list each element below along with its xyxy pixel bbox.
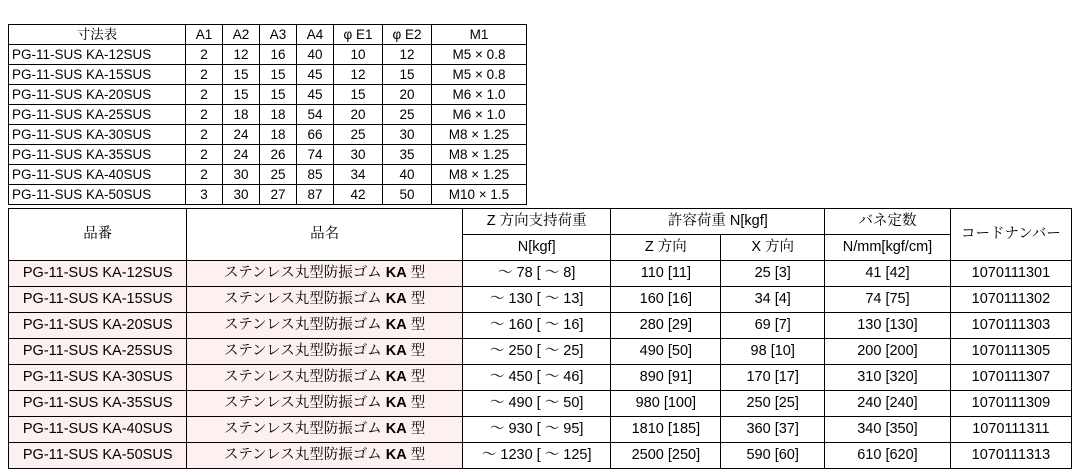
spec-table-body [9,261,1072,469]
table-row [9,85,527,105]
spec-cell-allowable-z: 980 [100] [611,391,721,417]
dim-cell-m1: M8 × 1.25 [432,145,527,165]
dim-cell-m1: M8 × 1.25 [432,165,527,185]
spec-cell-code: 1070111305 [950,339,1071,365]
table-row [9,185,527,205]
spec-cell-part-number: PG-11-SUS KA-30SUS [9,365,187,391]
spec-cell-part-name [187,313,462,339]
dim-cell-a3: 18 [260,125,297,145]
dim-cell-e1: 34 [334,165,383,185]
spec-cell-allowable-z: 280 [29] [611,313,721,339]
part-name-suffix: 型 [406,369,426,385]
dim-cell-name: PG-11-SUS KA-30SUS [9,125,186,145]
table-row [9,65,527,85]
dim-cell-a4: 45 [297,85,334,105]
spec-cell-z-support: 〜 490 [ 〜 50] [462,391,611,417]
spec-cell-part-name [187,339,462,365]
dim-cell-name: PG-11-SUS KA-12SUS [9,45,186,65]
dim-cell-name: PG-11-SUS KA-15SUS [9,65,186,85]
dim-cell-a2: 30 [223,185,260,205]
spec-header-code-number: コードナンバー [950,209,1071,261]
part-name-prefix: ステンレス丸型防振ゴム [224,343,386,359]
spec-cell-allowable-z: 160 [16] [611,287,721,313]
spec-header-spring-constant: バネ定数 [825,209,951,235]
part-name-suffix: 型 [406,265,426,281]
table-row [9,339,1072,365]
dim-cell-m1: M6 × 1.0 [432,105,527,125]
dim-cell-a1: 2 [186,165,223,185]
table-row [9,165,527,185]
dim-cell-a4: 45 [297,65,334,85]
spec-cell-part-name [187,391,462,417]
part-name-suffix: 型 [406,395,426,411]
dim-cell-name: PG-11-SUS KA-20SUS [9,85,186,105]
spec-cell-allowable-z: 890 [91] [611,365,721,391]
dim-cell-a2: 15 [223,65,260,85]
part-name-bold: KA [385,317,407,333]
dimension-table [8,24,527,205]
table-row [9,365,1072,391]
table-row [9,287,1072,313]
spec-cell-z-support: 〜 78 [ 〜 8] [462,261,611,287]
dim-cell-a4: 66 [297,125,334,145]
spec-cell-spring: 610 [620] [825,443,951,469]
spec-cell-spring: 74 [75] [825,287,951,313]
part-name-bold: KA [385,421,407,437]
spec-cell-code: 1070111307 [950,365,1071,391]
spec-header-allowable-z: Z 方向 [611,235,721,261]
spec-cell-spring: 310 [320] [825,365,951,391]
spec-cell-part-name [187,365,462,391]
spec-cell-code: 1070111313 [950,443,1071,469]
dim-cell-e2: 35 [383,145,432,165]
spec-table [8,208,1072,469]
dim-header-m1: M1 [432,25,527,45]
dim-cell-a3: 15 [260,85,297,105]
part-name-bold: KA [385,265,407,281]
part-name-prefix: ステンレス丸型防振ゴム [224,291,386,307]
dim-cell-e1: 15 [334,85,383,105]
part-name-bold: KA [385,291,407,307]
dim-cell-a4: 54 [297,105,334,125]
spec-cell-allowable-z: 2500 [250] [611,443,721,469]
dim-cell-m1: M10 × 1.5 [432,185,527,205]
dim-cell-a1: 2 [186,45,223,65]
table-row [9,417,1072,443]
dim-cell-e2: 12 [383,45,432,65]
dim-cell-a3: 25 [260,165,297,185]
spec-header-row-1 [9,209,1072,235]
part-name-bold: KA [385,447,407,463]
table-row [9,45,527,65]
dim-cell-m1: M6 × 1.0 [432,85,527,105]
spec-cell-part-name [187,261,462,287]
spec-cell-allowable-x: 590 [60] [721,443,825,469]
dim-cell-name: PG-11-SUS KA-50SUS [9,185,186,205]
dim-header-a1: A1 [186,25,223,45]
dim-header-e1: φ E1 [334,25,383,45]
dim-cell-a3: 18 [260,105,297,125]
dim-cell-e2: 40 [383,165,432,185]
table-row [9,313,1072,339]
table-row [9,145,527,165]
part-name-bold: KA [385,395,407,411]
part-name-prefix: ステンレス丸型防振ゴム [224,447,386,463]
dimension-table-body [9,45,527,205]
dim-cell-a4: 40 [297,45,334,65]
spec-cell-allowable-z: 490 [50] [611,339,721,365]
dim-cell-m1: M5 × 0.8 [432,65,527,85]
dim-cell-e2: 15 [383,65,432,85]
dim-cell-name: PG-11-SUS KA-40SUS [9,165,186,185]
spec-cell-allowable-x: 34 [4] [721,287,825,313]
dim-cell-a3: 26 [260,145,297,165]
part-name-suffix: 型 [406,421,426,437]
spec-cell-part-number: PG-11-SUS KA-12SUS [9,261,187,287]
spec-cell-allowable-x: 69 [7] [721,313,825,339]
spec-cell-z-support: 〜 1230 [ 〜 125] [462,443,611,469]
part-name-prefix: ステンレス丸型防振ゴム [224,369,386,385]
spec-cell-part-number: PG-11-SUS KA-50SUS [9,443,187,469]
dim-cell-e1: 30 [334,145,383,165]
dim-cell-a4: 74 [297,145,334,165]
dim-cell-a1: 2 [186,65,223,85]
dim-cell-a2: 24 [223,145,260,165]
dim-cell-e1: 20 [334,105,383,125]
dim-cell-a2: 30 [223,165,260,185]
spec-cell-z-support: 〜 450 [ 〜 46] [462,365,611,391]
dim-header-a3: A3 [260,25,297,45]
spec-cell-spring: 240 [240] [825,391,951,417]
part-name-bold: KA [385,343,407,359]
dim-cell-a1: 3 [186,185,223,205]
spec-cell-spring: 200 [200] [825,339,951,365]
dim-cell-a2: 24 [223,125,260,145]
dim-cell-a2: 18 [223,105,260,125]
spec-cell-code: 1070111302 [950,287,1071,313]
spec-cell-part-name [187,287,462,313]
dimension-table-container [8,24,527,205]
dim-cell-a3: 16 [260,45,297,65]
dim-cell-m1: M8 × 1.25 [432,125,527,145]
spec-cell-code: 1070111311 [950,417,1071,443]
spec-cell-part-number: PG-11-SUS KA-15SUS [9,287,187,313]
spec-cell-allowable-x: 25 [3] [721,261,825,287]
spec-header-part-name: 品名 [187,209,462,261]
dim-cell-e1: 25 [334,125,383,145]
dim-cell-a2: 15 [223,85,260,105]
spec-header-allowable-load: 許容荷重 N[kgf] [611,209,825,235]
spec-cell-part-name [187,417,462,443]
dim-cell-e1: 42 [334,185,383,205]
dim-cell-m1: M5 × 0.8 [432,45,527,65]
table-row [9,261,1072,287]
spec-cell-part-number: PG-11-SUS KA-35SUS [9,391,187,417]
spec-cell-allowable-z: 110 [11] [611,261,721,287]
table-row [9,125,527,145]
spec-header-z-support: Z 方向支持荷重 [462,209,611,235]
dim-header-a2: A2 [223,25,260,45]
spec-cell-code: 1070111309 [950,391,1071,417]
spec-cell-part-number: PG-11-SUS KA-25SUS [9,339,187,365]
part-name-suffix: 型 [406,317,426,333]
dim-cell-a4: 87 [297,185,334,205]
dim-cell-e2: 30 [383,125,432,145]
spec-cell-allowable-x: 360 [37] [721,417,825,443]
dim-header-e2: φ E2 [383,25,432,45]
spec-table-container [8,208,1072,469]
spec-cell-spring: 41 [42] [825,261,951,287]
table-row [9,391,1072,417]
part-name-suffix: 型 [406,291,426,307]
spec-cell-allowable-x: 250 [25] [721,391,825,417]
spec-cell-code: 1070111303 [950,313,1071,339]
spec-header-z-support-unit: N[kgf] [462,235,611,261]
dim-header-title: 寸法表 [9,25,186,45]
dim-cell-a1: 2 [186,105,223,125]
dim-cell-e1: 10 [334,45,383,65]
spec-cell-allowable-z: 1810 [185] [611,417,721,443]
dimension-table-header-row [9,25,527,45]
dim-cell-a4: 85 [297,165,334,185]
part-name-prefix: ステンレス丸型防振ゴム [224,265,386,281]
dim-cell-a3: 15 [260,65,297,85]
spec-cell-part-number: PG-11-SUS KA-20SUS [9,313,187,339]
part-name-prefix: ステンレス丸型防振ゴム [224,395,386,411]
dim-cell-e2: 20 [383,85,432,105]
dim-cell-e2: 25 [383,105,432,125]
part-name-suffix: 型 [406,343,426,359]
dim-cell-a1: 2 [186,145,223,165]
dim-cell-a3: 27 [260,185,297,205]
spec-cell-z-support: 〜 930 [ 〜 95] [462,417,611,443]
spec-cell-z-support: 〜 250 [ 〜 25] [462,339,611,365]
dim-cell-e1: 12 [334,65,383,85]
part-name-prefix: ステンレス丸型防振ゴム [224,421,386,437]
spec-cell-part-number: PG-11-SUS KA-40SUS [9,417,187,443]
dim-cell-name: PG-11-SUS KA-25SUS [9,105,186,125]
spec-header-allowable-x: X 方向 [721,235,825,261]
spec-cell-allowable-x: 170 [17] [721,365,825,391]
dim-header-a4: A4 [297,25,334,45]
dim-cell-name: PG-11-SUS KA-35SUS [9,145,186,165]
spec-cell-z-support: 〜 130 [ 〜 13] [462,287,611,313]
spec-cell-allowable-x: 98 [10] [721,339,825,365]
spec-header-part-number: 品番 [9,209,187,261]
dim-cell-e2: 50 [383,185,432,205]
part-name-bold: KA [385,369,407,385]
spec-cell-z-support: 〜 160 [ 〜 16] [462,313,611,339]
spec-cell-spring: 340 [350] [825,417,951,443]
table-row [9,105,527,125]
dim-cell-a1: 2 [186,125,223,145]
dim-cell-a2: 12 [223,45,260,65]
part-name-prefix: ステンレス丸型防振ゴム [224,317,386,333]
spec-header-spring-unit: N/mm[kgf/cm] [825,235,951,261]
dim-cell-a1: 2 [186,85,223,105]
spec-cell-code: 1070111301 [950,261,1071,287]
part-name-suffix: 型 [406,447,426,463]
spec-cell-spring: 130 [130] [825,313,951,339]
